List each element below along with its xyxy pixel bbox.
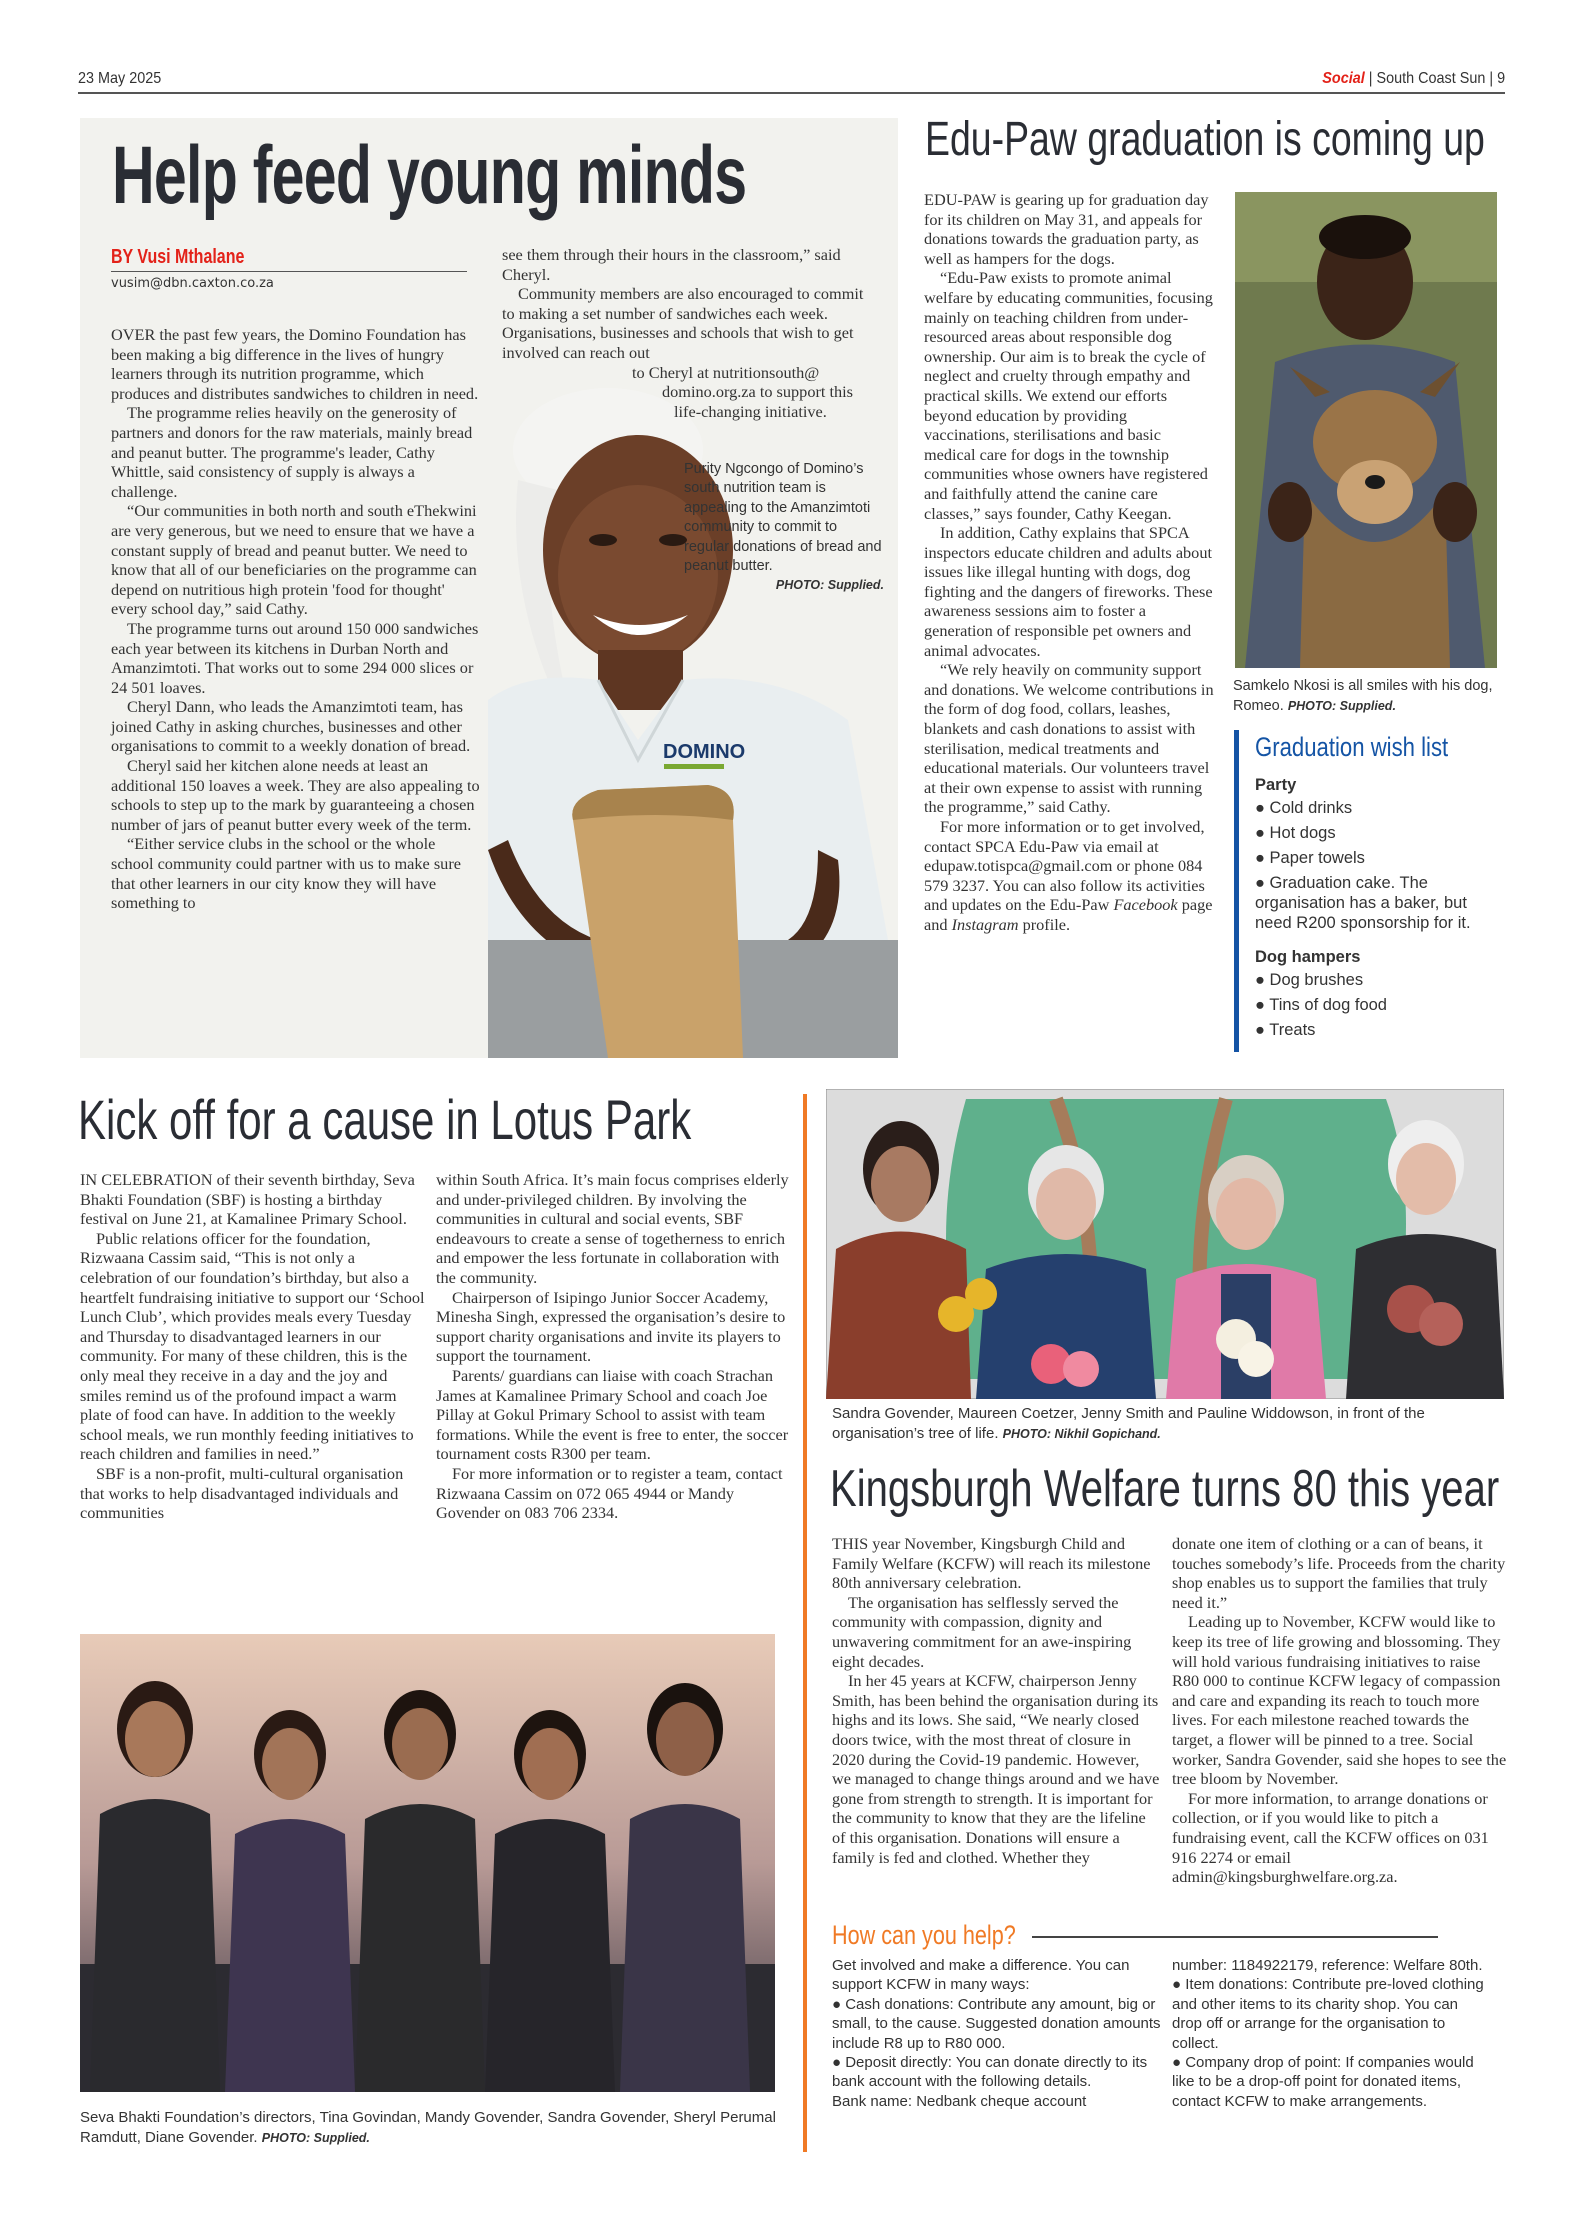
story2-body: EDU-PAW is gearing up for graduation day for its children on May 31, and appeals for donations towards the graduation party, as well as hampers for the dogs. “Edu-Paw exists to promote animal welfare by educating communities, focusing mainly on teaching children from under-resourced areas about responsible dog ownership. Our aim is to break the cycle of neglect and cruelty through empathy and practical skills. We extend our efforts beyond education by providing vaccinations, sterilisations and basic medical care for dogs in the township communities whose owners have registered and faithfully attend the canine care classes,” says founder, Cathy Keegan. In addition, Cathy explains that SPCA inspectors educate children and adults about issues like illegal hunting with dogs, dog fighting and the dangers of fireworks. These awareness sessions aim to foster a generation of responsible pet owners and animal advocates. “We rely heavily on community support and donations. We welcome contributions in the form of dog food, collars, leashes, blankets and cash donations to assist with sterilisation, medical treatments and educational materials. Our volunteers travel at their own expense to assist with running the programme,” said Cathy. For more information or to get involved, contact SPCA Edu-Paw via email at edupaw.totispca@gmail.com or phone 084 579 3237. You can also follow its activities and updates on the Edu-Paw Facebook page and Instagram profile. xyxy=(924,190,1214,934)
photo-samkelo-and-dog xyxy=(1235,192,1497,668)
story1-column-1: OVER the past few years, the Domino Foundation has been making a big difference in the lives of hungry learners through its nutrition programme, which produces and distributes sandwiches to children in need. The programme relies heavily on the generosity of partners and donors for the raw materials, mainly bread and peanut butter. The programme's leader, Cathy Whittle, said consistency of supply is always a challenge. “Our communities in both north and south eThekwini are very generous, but we need to ensure that we have a constant supply of bread and peanut butter. We need to know that all of our beneficiaries on the programme can depend on nutritious high protein 'food for thought' every school day,” said Cathy. The programme turns out around 150 000 sandwiches each year between its kitchens in Durban North and Amanzimtoti. That works out to some 294 000 slices or 24 501 loaves. Cheryl Dann, who leads the Amanzimtoti team, has joined Cathy in asking churches, businesses and other organisations to commit to a weekly donation of bread. Cheryl said her kitchen alone needs at least an additional 150 loaves a week. They are also appealing to schools to step up to the mark by guaranteeing a chosen number of jars of peanut butter every week of the term. “Either service clubs in the school or the whole school community could partner with us to make sure that other learners in our city know they will have something to xyxy=(111,325,480,913)
wish-item: ● Tins of dog food xyxy=(1255,996,1387,1014)
help-box-column-1: Get involved and make a difference. You can support KCFW in many ways: ● Cash donations: Contribute any amount, big or small, to the cause. Suggested donation amounts include R8 up to R80 000. ● Deposit directly: You can donate directly to its bank account with the following details. Bank name: Nedbank cheque account xyxy=(832,1957,1161,2110)
story3-column-1: IN CELEBRATION of their seventh birthday, Seva Bhakti Foundation (SBF) is hosting a birthday festival on June 21, at Kamalinee Primary School. Public relations officer for the foundation, Rizwaana Cassim said, “This is not only a celebration of our foundation’s birthday, but also a heartfelt fundraising initiative to support our ‘School Lunch Club’, which provides meals every Tuesday and Thursday to disadvantaged learners in our community. For many of these children, this is the only meal they receive in a day and the joy and smiles remind us of the profound impact a warm plate of food can have. In addition to the weekly school meals, we run monthly feeding initiatives to reach children and families in need.” SBF is a non-profit, multi-cultural organisation that works to help disadvantaged individuals and communities xyxy=(80,1170,425,1523)
photo-caption-kcfw: Sandra Govender, Maureen Coetzer, Jenny Smith and Pauline Widdowson, in front of the organisation’s tree of life. PHOTO: Nikhil Gopichand. xyxy=(832,1405,1425,1442)
folio: Social | South Coast Sun | 9 xyxy=(1322,70,1505,87)
how-can-you-help-heading: How can you help? xyxy=(832,1918,1438,1952)
wish-item: ● Dog brushes xyxy=(1255,971,1364,989)
headline-help-feed: Help feed young minds xyxy=(112,130,747,221)
section-name: Social xyxy=(1322,70,1365,87)
story3-column-2: within South Africa. It’s main focus comprises elderly and under-privileged children. By involving the communities in cultural and social events, SBF endeavours to create a sense of togetherness to enrich and empower the less fortunate in collaboration with the community. Chairperson of Isipingo Junior Soccer Academy, Minesha Singh, expressed the organisation’s desire to support charity organisations and invite its players to support the tournament. Parents/ guardians can liaise with coach Strachan James at Kamalinee Primary School and coach Joe Pillay at Gokul Primary School to assist with team formations. While the event is free to enter, the soccer tournament costs R300 per team. For more information or to register a team, contact Rizwaana Cassim on 072 065 4944 or Mandy Govender on 083 706 2334. xyxy=(436,1170,789,1523)
svg-text:DOMINO: DOMINO xyxy=(663,741,746,763)
photo-caption-sbf: Seva Bhakti Foundation’s directors, Tina Govindan, Mandy Govender, Sandra Govender, Sheryl Perumal Ramdutt, Diane Govender. PHOTO: Supplied. xyxy=(80,2109,776,2146)
byline: BY Vusi Mthalane xyxy=(111,246,467,272)
issue-date: 23 May 2025 xyxy=(78,70,162,87)
photo-credit: PHOTO: Supplied. xyxy=(775,578,884,593)
column-divider-rule xyxy=(803,1094,807,2152)
photo-caption-samkelo: Samkelo Nkosi is all smiles with his dog, Romeo. PHOTO: Supplied. xyxy=(1233,678,1493,714)
photo-credit: PHOTO: Supplied. xyxy=(261,2131,370,2145)
story1-column-2: see them through their hours in the classroom,” said Cheryl. Community members are also encouraged to commit to making a set number of sandwiches each week. Organisations, businesses and schools that wish to get involved can reach out to Cheryl at nutritionsouth@ domino.org.za to support this life-changing initiative. xyxy=(502,245,864,421)
headline-kingsburgh: Kingsburgh Welfare turns 80 this year xyxy=(830,1460,1500,1518)
page-number: 9 xyxy=(1496,70,1505,87)
wish-item: ● Treats xyxy=(1255,1021,1316,1039)
photo-sbf-directors xyxy=(80,1634,775,2092)
wish-group-heading: Party xyxy=(1255,776,1297,794)
story4-column-2: donate one item of clothing or a can of beans, it touches somebody’s life. Proceeds from the charity shop enables us to support the families that truly need it.” Leading up to November, KCFW would like to keep its tree of life growing and blossoming. They will hold various fundraising initiatives to raise R80 000 to continue KCFW legacy of compassion and care and expanding its reach to touch more lives. For each milestone reached towards the target, a flower will be pinned to a tree. Social worker, Sandra Govender, said she hopes to see the tree bloom by November. For more information, to arrange donations or collection, or if you would like to pitch a fundraising event, call the KCFW offices on 031 916 2274 or email admin@kingsburghwelfare.org.za. xyxy=(1172,1534,1507,1887)
graduation-wish-list-box xyxy=(1234,730,1504,1052)
help-box-column-2: number: 1184922179, reference: Welfare 80th. ● Item donations: Contribute pre-loved clothing and other items to its charity shop. You can drop off or arrange for the organisation to collect. ● Company drop of point: If companies would like to be a drop-off point for donated items, contact KCFW to make arrangements. xyxy=(1172,1957,1484,2110)
wish-item: ● Paper towels xyxy=(1255,849,1365,867)
photo-credit: PHOTO: Supplied. xyxy=(1287,698,1396,713)
story4-column-1: THIS year November, Kingsburgh Child and Family Welfare (KCFW) will reach its milestone 80th anniversary celebration. The organisation has selflessly served the community with compassion, dignity and unwavering commitment for an awe-inspiring eight decades. In her 45 years at KCFW, chairperson Jenny Smith, has been behind the organisation during its highs and its lows. She said, “We nearly closed doors twice, with the most threat of closure in 2020 during the Covid-19 pandemic. However, we managed to change things around and we have gone from strength to strength. It is important for the community to know that they are the lifeline of this organisation. Donations will ensure a family is fed and clothed. Whether they xyxy=(832,1534,1160,1867)
wish-item: ● Cold drinks xyxy=(1255,799,1353,817)
wish-list-title: Graduation wish list xyxy=(1255,732,1449,762)
publication-name: South Coast Sun xyxy=(1376,70,1486,87)
headline-edupaw: Edu-Paw graduation is coming up xyxy=(925,113,1485,166)
heading-rule xyxy=(1032,1936,1438,1938)
photo-kcfw-tree-of-life xyxy=(826,1089,1504,1399)
wish-group-heading: Dog hampers xyxy=(1255,948,1361,966)
edupaw-contact-paragraph: For more information or to get involved, contact SPCA Edu-Paw via email at edupaw.totispca@gmail.com or phone 084 579 3237. You can also follow its activities and updates on the Edu-Paw Facebook page and Instagram profile. xyxy=(924,817,1213,934)
photo-caption-purity: Purity Ngcongo of Domino’s south nutrition team is appealing to the Amanzimtoti community to commit to regular donations of bread and peanut butter. PHOTO: Supplied. xyxy=(684,460,884,596)
page-header xyxy=(78,70,1505,94)
photo-credit: PHOTO: Nikhil Gopichand. xyxy=(1002,1427,1161,1441)
author-email[interactable]: vusim@dbn.caxton.co.za xyxy=(111,276,274,291)
wish-item: ● Hot dogs xyxy=(1255,824,1336,842)
headline-lotus-park: Kick off for a cause in Lotus Park xyxy=(78,1088,692,1151)
wish-item: ● Graduation cake. The organisation has a baker, but need R200 sponsorship for it. xyxy=(1255,874,1471,932)
